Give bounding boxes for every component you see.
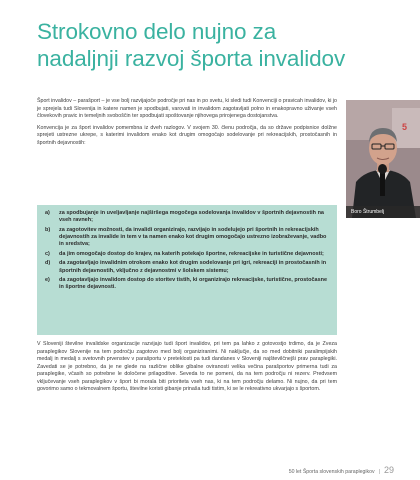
goal-text: da jim omogočajo dostop do krajev, na katerih potekajo športne, rekreacijske in turistične dejavnosti; (59, 250, 324, 257)
goals-box (37, 205, 337, 335)
goal-letter: a) (45, 210, 50, 216)
paragraph: Šport invalidov – parašport – je vse bolj razvijajoče področje pri nas in po svetu, ki sledi tudi Konvenciji o pravicah invalidov, ki jo je sprejela tudi Slovenija in katere namen je spodbujati, varovati in invalidom zagotavljati polno in enakopravno uživanje vseh človekovih pravic in temeljnih svoboščin ter spodbujati spoštovanje njihovega prirojenega dostojanstva. (37, 98, 337, 120)
goal-text: da zagotavljajo invalidom dostop do storitev tistih, ki organizirajo rekreacijske, turistične, prostočasne in športne dejavnosti. (59, 277, 328, 291)
footer-separator: | (378, 469, 380, 475)
paragraph: V Sloveniji številne invalidske organizacije razvijajo tudi šport invalidov, pri tem pa lahko z gotovostjo trdimo, da je Zveza paraplegikov Slovenije na tem področju zagotovo med bolj organiziranimi. Ni naključje, da so med dobitniki paralimpijskih medalj in medalj s svetovnih prvenstev v parašportu v preteklosti pa tudi dandanes v Sloveniji najštevilčnejši prav paraplegiki. Zavedati se je potrebno, da je ne glede na različne oblike gibalne oviranosti velika večina parašportov primerna tudi za paraplegike, včasih so potrebne le določene prilagoditve. Seveda to ne pomeni, da na tem področju ni rezerv. Predvsem vključevanje vseh paraplegikov v šport bi morala biti prioriteta vseh nas, ki na tem področju delamo. Ni nujno, da pri tem govorimo samo o tekmovalnem športu, številne koristi gibanje prinaša tudi tistim, ki se le rekreativno ukvarjajo s športom. (37, 341, 337, 392)
goal-letter: b) (45, 226, 51, 233)
goal-text: za spodbujanje in uveljavljanje najširšega mogočega sodelovanja invalidov v športnih dejavnostih na vseh ravneh; (59, 210, 324, 224)
goal-letter: e) (45, 277, 50, 284)
paragraph: Konvencija je za šport invalidov pomembna iz dveh razlogov. V svojem 30. členu področja, da so države podpisnice dolžne sprejeti ustrezne ukrepe, s katerimi invalidom enako kot drugim omogočajo sodelovanje pri rekreacijskih, prostočasnih in športnih dejavnostih: (37, 124, 337, 146)
title-line-1: Strokovno delo nujno za (37, 19, 277, 44)
portrait-illustration (346, 100, 420, 218)
goal-item (45, 251, 329, 258)
goal-letter: d) (45, 260, 51, 267)
closing-text (37, 341, 337, 394)
goal-item (45, 260, 329, 275)
goal-item (45, 277, 329, 292)
page-number: 29 (383, 465, 394, 475)
goal-item (45, 227, 329, 249)
footer-publication-title: 50 let Športa slovenskih paraplegikov (288, 469, 375, 475)
title-line-2: nadaljnji razvoj športa invalidov (37, 46, 346, 71)
portrait-photo (346, 100, 420, 218)
goal-text: da zagotavljajo invalidnim otrokom enako kot drugim sodelovanje pri igri, rekreaciji in prostočasnih in športnih dejavnostih, vključno z dejavnostmi v šolskem sistemu; (59, 260, 327, 274)
goal-item (45, 210, 329, 225)
page-footer (289, 465, 394, 475)
svg-text:5: 5 (402, 122, 408, 132)
goal-letter: c) (45, 250, 50, 257)
goal-text: za zagotovitev možnosti, da invalidi organizirajo, razvijajo in sodelujejo pri športnih in rekreacijskih dejavnostih za invalide in tem v ta namen enako kot drugim omogočajo ustrezno izobraževanje, vadbo in sredstva; (59, 226, 327, 248)
intro-text (37, 98, 337, 152)
photo-caption: Boro Štrumbelj (346, 206, 420, 218)
page-title (37, 18, 407, 72)
